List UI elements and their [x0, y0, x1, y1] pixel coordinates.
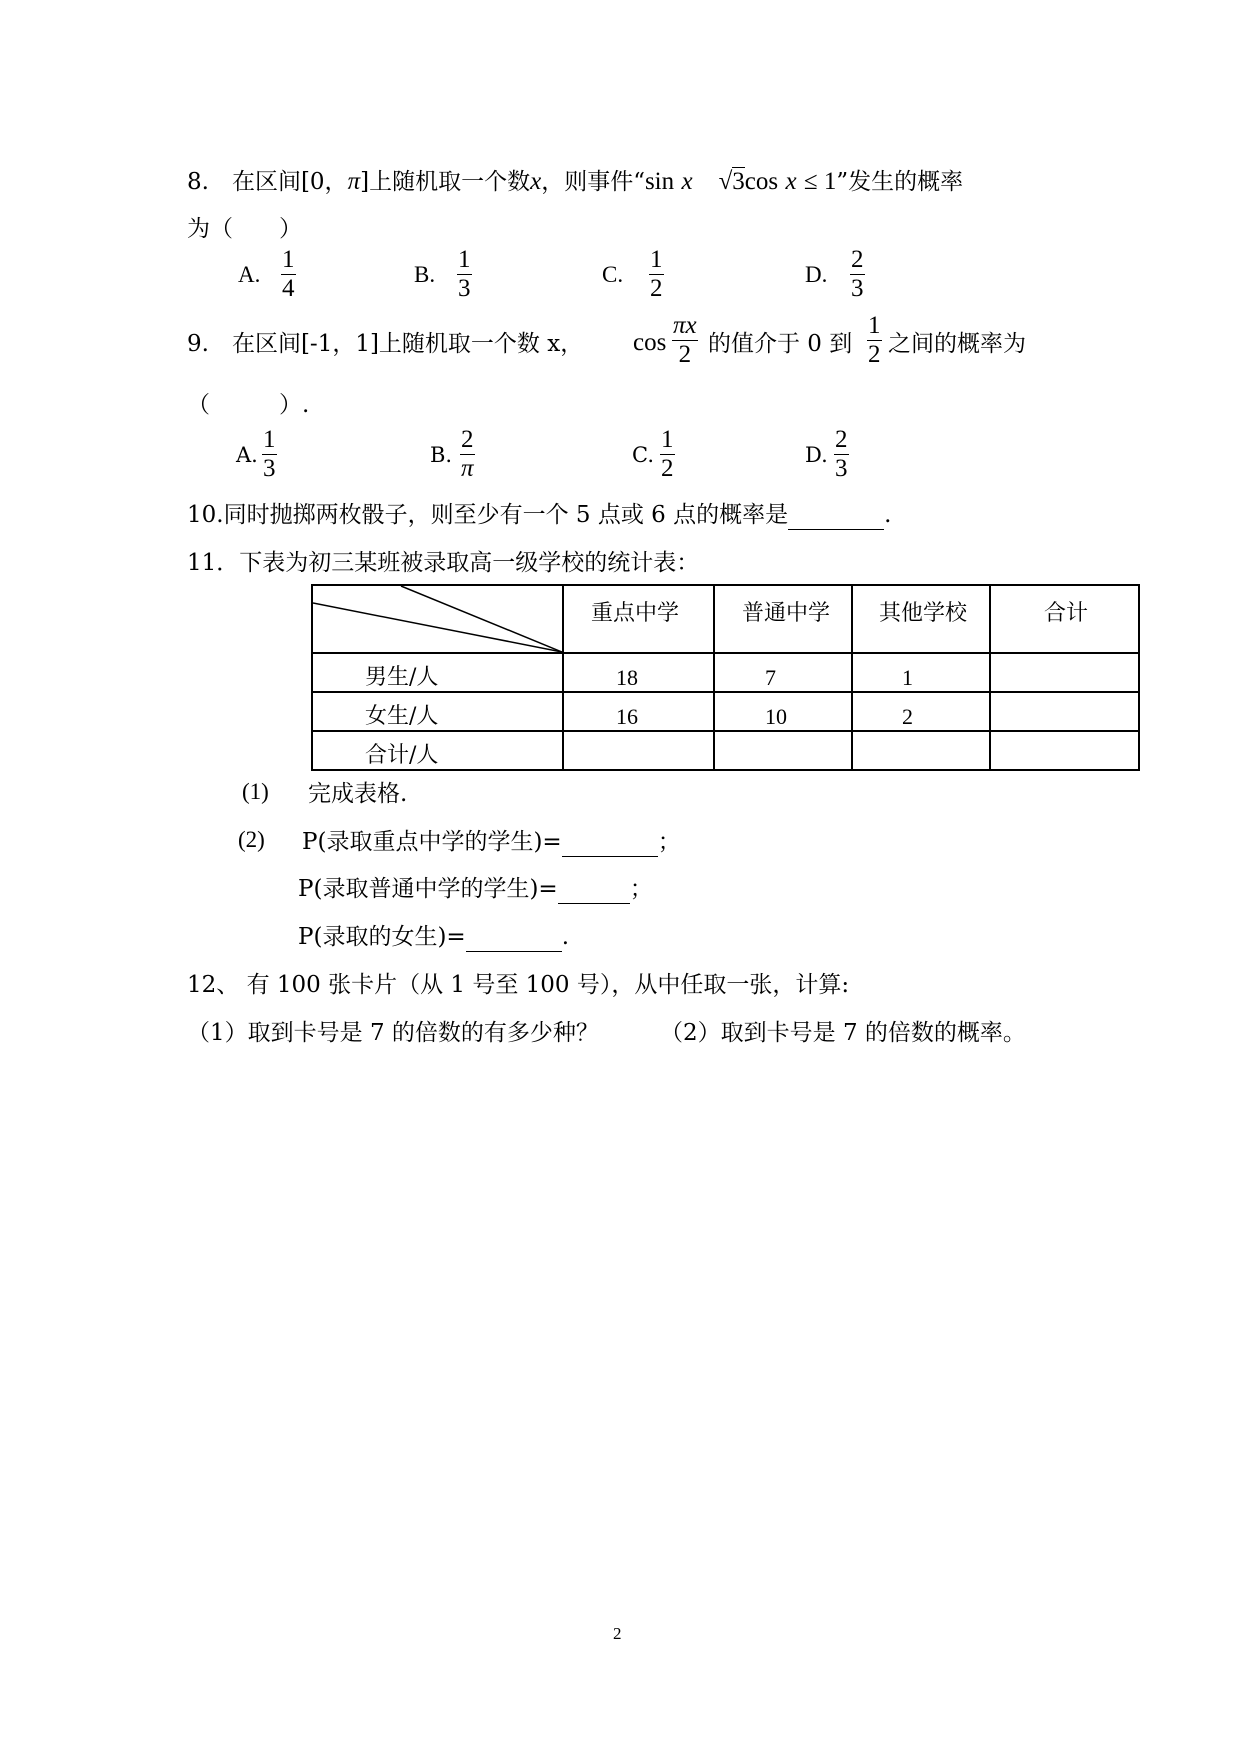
q11-p1-answer-blank[interactable] — [562, 832, 658, 857]
statistics-table — [311, 584, 1140, 771]
fraction-denominator: 4 — [282, 275, 295, 302]
row-label: 合计/人 — [312, 731, 563, 770]
q9-prefix: 9. 在区间[-1，1]上随机取一个数 x， — [187, 331, 584, 357]
q9-option-d-label: D. — [805, 443, 828, 467]
table-cell[interactable]: 7 — [714, 653, 852, 692]
q9-cos: cos — [633, 329, 667, 356]
q8-suffix: ”发生的概率 — [836, 169, 964, 195]
q11-p3-answer-blank[interactable] — [466, 927, 562, 952]
fraction-denominator: 3 — [835, 455, 848, 482]
q8-expr-x1: x — [681, 168, 693, 195]
q11-p1-text: P(录取重点中学的学生)= — [302, 829, 562, 855]
q11-p1-end: ； — [657, 829, 681, 855]
q8-line2: 为（ ） — [187, 216, 302, 242]
q9-line2: （ ）. — [187, 392, 310, 418]
fraction-numerator: 2 — [835, 426, 848, 453]
fraction-denominator: 3 — [458, 275, 471, 302]
fraction-denominator: 3 — [851, 275, 864, 302]
fraction-denominator: 2 — [650, 275, 663, 302]
table-cell[interactable] — [990, 653, 1139, 692]
table-row — [312, 692, 1139, 731]
row-label: 女生/人 — [312, 692, 563, 731]
q8-line1 — [187, 167, 963, 197]
page-number: 2 — [613, 1624, 622, 1643]
table-cell[interactable]: 18 — [563, 653, 714, 692]
q11-p2-answer-blank[interactable] — [558, 879, 630, 904]
q11-p1-line — [302, 827, 681, 857]
fraction-numerator: πx — [673, 312, 697, 339]
q8-option-a-fraction — [281, 246, 296, 303]
q9-option-d-fraction — [834, 426, 849, 483]
q10-end: . — [884, 502, 892, 528]
q8-expr-sin: sin — [644, 168, 675, 195]
q9-option-a-fraction — [262, 426, 277, 483]
q8-option-d-label: D. — [805, 262, 828, 287]
q8-option-c-label: C. — [602, 262, 624, 287]
fraction-numerator: 1 — [263, 426, 276, 453]
q10-text: 10.同时抛掷两枚骰子，则至少有一个 5 点或 6 点的概率是 — [187, 502, 789, 528]
q11-p2-text: P(录取普通中学的学生)= — [298, 876, 558, 902]
q11-p3-end: . — [561, 924, 570, 950]
q8-sqrt-radicand: 3 — [732, 168, 745, 195]
table-cell[interactable] — [714, 731, 852, 770]
table-header-cell: 其他学校 — [852, 585, 990, 653]
q9-option-b-fraction — [460, 426, 475, 483]
fraction-denominator: π — [461, 455, 474, 482]
q11-p2-end: ； — [629, 876, 653, 902]
fraction-numerator: 2 — [851, 246, 864, 273]
q11-text: 11．下表为初三某班被录取高一级学校的统计表： — [187, 550, 700, 576]
q8-prefix: 8. 在区间[0， — [187, 169, 348, 195]
q9-suffix: 之间的概率为 — [888, 331, 1026, 357]
q11-sub1-text: 完成表格. — [308, 781, 408, 807]
q8-sqrt-sign: √ — [718, 168, 733, 195]
table-row — [312, 653, 1139, 692]
diagonal-lines — [313, 586, 562, 652]
fraction-numerator: 1 — [661, 426, 674, 453]
table-cell[interactable] — [990, 692, 1139, 731]
q9-option-c-label: C. — [632, 443, 654, 467]
q9-half-fraction — [867, 312, 882, 369]
fraction-numerator: 1 — [650, 246, 663, 273]
row-label: 男生/人 — [312, 653, 563, 692]
table-cell[interactable]: 1 — [852, 653, 990, 692]
table-header-cell: 重点中学 — [563, 585, 714, 653]
q11-sub1-number: (1) — [242, 779, 269, 804]
q8-mid: ]上随机取一个数 — [360, 169, 531, 195]
fraction-numerator: 2 — [461, 426, 474, 453]
table-header-cell: 合计 — [990, 585, 1139, 653]
q9-option-b-label: B. — [430, 443, 453, 467]
q11-p2-line — [298, 874, 653, 904]
q12-part1: （1）取到卡号是 7 的倍数的有多少种？ — [187, 1020, 599, 1046]
diagonal-header-cell — [312, 585, 563, 653]
q8-option-b-fraction — [457, 246, 472, 303]
fraction-numerator: 1 — [458, 246, 471, 273]
fraction-denominator: 2 — [678, 341, 692, 368]
fraction-denominator: 2 — [868, 341, 881, 368]
fraction-numerator: 1 — [868, 312, 881, 339]
q8-expr-cos: cos — [744, 168, 779, 195]
q8-option-c-fraction — [649, 246, 664, 303]
q8-option-d-fraction — [850, 246, 865, 303]
q8-var-x: x — [530, 168, 542, 195]
table-header-row — [312, 585, 1139, 653]
q10-answer-blank[interactable] — [788, 505, 884, 530]
q8-option-a-label: A. — [238, 262, 261, 287]
table-row — [312, 731, 1139, 770]
q12-part2: （2）取到卡号是 7 的倍数的概率。 — [660, 1020, 1026, 1046]
fraction-numerator: 1 — [282, 246, 295, 273]
table-cell[interactable] — [852, 731, 990, 770]
q10-line — [187, 500, 891, 530]
table-cell[interactable]: 10 — [714, 692, 852, 731]
q11-sub2-number: (2) — [238, 827, 265, 852]
table-cell[interactable] — [563, 731, 714, 770]
table-header-cell: 普通中学 — [714, 585, 852, 653]
q8-expr-le: ≤ 1 — [803, 168, 837, 195]
pi-symbol: π — [347, 168, 361, 195]
q8-expr-x2: x — [785, 168, 797, 195]
table-cell[interactable]: 16 — [563, 692, 714, 731]
q9-option-c-fraction — [660, 426, 675, 483]
q12-text: 12、 有 100 张卡片（从 1 号至 100 号），从中任取一张，计算: — [187, 972, 850, 998]
q9-cos-fraction — [672, 312, 698, 369]
q9-option-a-label: A. — [236, 443, 258, 467]
table-cell[interactable] — [990, 731, 1139, 770]
q9-mid: 的值介于 0 到 — [708, 331, 853, 357]
q11-p3-text: P(录取的女生)= — [298, 924, 466, 950]
fraction-denominator: 2 — [661, 455, 674, 482]
q8-option-b-label: B. — [414, 262, 436, 287]
fraction-denominator: 3 — [263, 455, 276, 482]
table-cell[interactable]: 2 — [852, 692, 990, 731]
q8-mid2: ，则事件“ — [541, 169, 645, 195]
q11-p3-line — [298, 922, 569, 952]
